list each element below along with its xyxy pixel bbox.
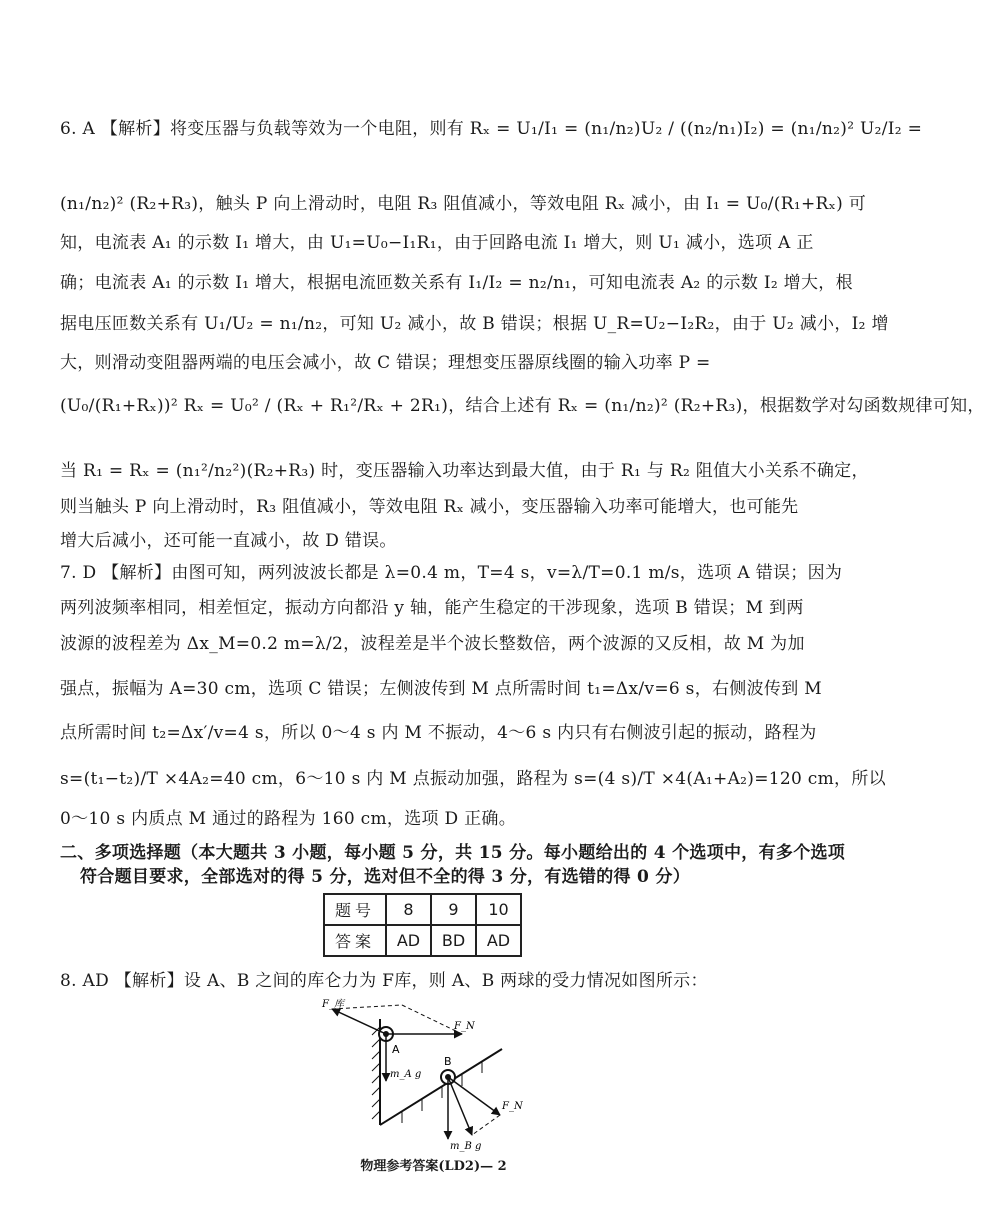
arrow-fk-a [332, 1009, 386, 1034]
table-cell: 9 [431, 894, 476, 925]
label-a: A [392, 1043, 400, 1056]
incline-line [380, 1049, 502, 1125]
force-diagram [312, 997, 552, 1155]
text-line-18: 8. AD 【解析】设 A、B 之间的库仑力为 F库，则 A、B 两球的受力情况如图所示： [60, 971, 708, 991]
text-line-16: s=(t₁−t₂)/T ×4A₂=40 cm，6～10 s 内 M 点振动加强，路程为 s=(4 s)/T ×4(A₁+A₂)=120 cm，所以 [60, 769, 886, 789]
table-cell: AD [476, 925, 521, 956]
label-b: B [444, 1055, 452, 1068]
label-mag: m_A g [390, 1069, 422, 1080]
text-line-6: 大，则滑动变阻器两端的电压会减小，故 C 错误；理想变压器原线圈的输入功率 P = [60, 353, 711, 373]
section-heading-line-2: 符合题目要求，全部选对的得 5 分，选对但不全的得 3 分，有选错的得 0 分） [80, 867, 690, 887]
label-fn-b: F_N [502, 1101, 523, 1112]
wall-hatching [372, 1027, 380, 1119]
text-line-12: 两列波频率相同，相差恒定，振动方向都沿 y 轴，能产生稳定的干涉现象，选项 B 错误；M 到两 [60, 598, 804, 618]
dashed-line [472, 1115, 500, 1135]
text-line-11: 7. D 【解析】由图可知，两列波波长都是 λ=0.4 m，T=4 s，v=λ/T=0.1 m/s，选项 A 错误；因为 [60, 563, 843, 583]
text-line-3: 知，电流表 A₁ 的示数 I₁ 增大，由 U₁=U₀−I₁R₁，由于回路电流 I₁ 增大，则 U₁ 减小，选项 A 正 [60, 233, 814, 253]
text-line-7: (U₀/(R₁+Rₓ))² Rₓ = U₀² / (Rₓ + R₁²/Rₓ + 2R₁)，结合上述有 Rₓ = (n₁/n₂)² (R₂+R₃)，根据数学对勾函数规律可知， [60, 396, 985, 416]
table-cell: 8 [386, 894, 431, 925]
text-line-1: 6. A 【解析】将变压器与负载等效为一个电阻，则有 Rₓ = U₁/I₁ = (n₁/n₂)U₂ / ((n₂/n₁)I₂) = (n₁/n₂)² U₂/I₂ = [60, 119, 923, 139]
text-line-5: 据电压匝数关系有 U₁/U₂ = n₁/n₂，可知 U₂ 减小，故 B 错误；根据 U_R=U₂−I₂R₂，由于 U₂ 减小，I₂ 增 [60, 314, 889, 334]
table-cell: BD [431, 925, 476, 956]
table-cell: AD [386, 925, 431, 956]
text-line-9: 则当触头 P 向上滑动时，R₃ 阻值减小，等效电阻 Rₓ 减小，变压器输入功率可能增大，也可能先 [60, 497, 799, 517]
answer-table-row-numbers [324, 894, 521, 925]
answer-table [323, 893, 522, 957]
label-fk-a: F_库 [322, 999, 344, 1010]
page-footer: 物理参考答案(LD2)— 2 [360, 1159, 507, 1174]
text-line-8: 当 R₁ = Rₓ = (n₁²/n₂²)(R₂+R₃) 时，变压器输入功率达到最大值，由于 R₁ 与 R₂ 阻值大小关系不确定， [60, 461, 869, 481]
text-line-14: 强点，振幅为 A=30 cm，选项 C 错误；左侧波传到 M 点所需时间 t₁=Δx/v=6 s，右侧波传到 M [60, 679, 822, 699]
table-header-number: 题号 [324, 894, 386, 925]
table-cell: 10 [476, 894, 521, 925]
label-fn-a: F_N [454, 1021, 475, 1032]
dashed-line [402, 1005, 462, 1034]
text-line-13: 波源的波程差为 Δx_M=0.2 m=λ/2，波程差是半个波长整数倍，两个波源的又反相，故 M 为加 [60, 634, 805, 654]
answer-table-row-answers [324, 925, 521, 956]
text-line-17: 0～10 s 内质点 M 通过的路程为 160 cm，选项 D 正确。 [60, 809, 517, 829]
table-header-answer: 答案 [324, 925, 386, 956]
text-line-2: (n₁/n₂)² (R₂+R₃)，触头 P 向上滑动时，电阻 R₃ 阻值减小，等效电阻 Rₓ 减小，由 I₁ = U₀/(R₁+Rₓ) 可 [60, 194, 867, 214]
section-heading-line-1: 二、多项选择题（本大题共 3 小题，每小题 5 分，共 15 分。每小题给出的 4 个选项中，有多个选项 [60, 843, 846, 863]
label-mbg: m_B g [450, 1141, 482, 1152]
text-line-4: 确；电流表 A₁ 的示数 I₁ 增大，根据电流匝数关系有 I₁/I₂ = n₂/n₁，可知电流表 A₂ 的示数 I₂ 增大，根 [60, 273, 853, 293]
text-line-10: 增大后减小，还可能一直减小，故 D 错误。 [60, 531, 397, 551]
text-line-15: 点所需时间 t₂=Δx′/v=4 s，所以 0～4 s 内 M 不振动，4～6 s 内只有右侧波引起的振动，路程为 [60, 723, 817, 743]
